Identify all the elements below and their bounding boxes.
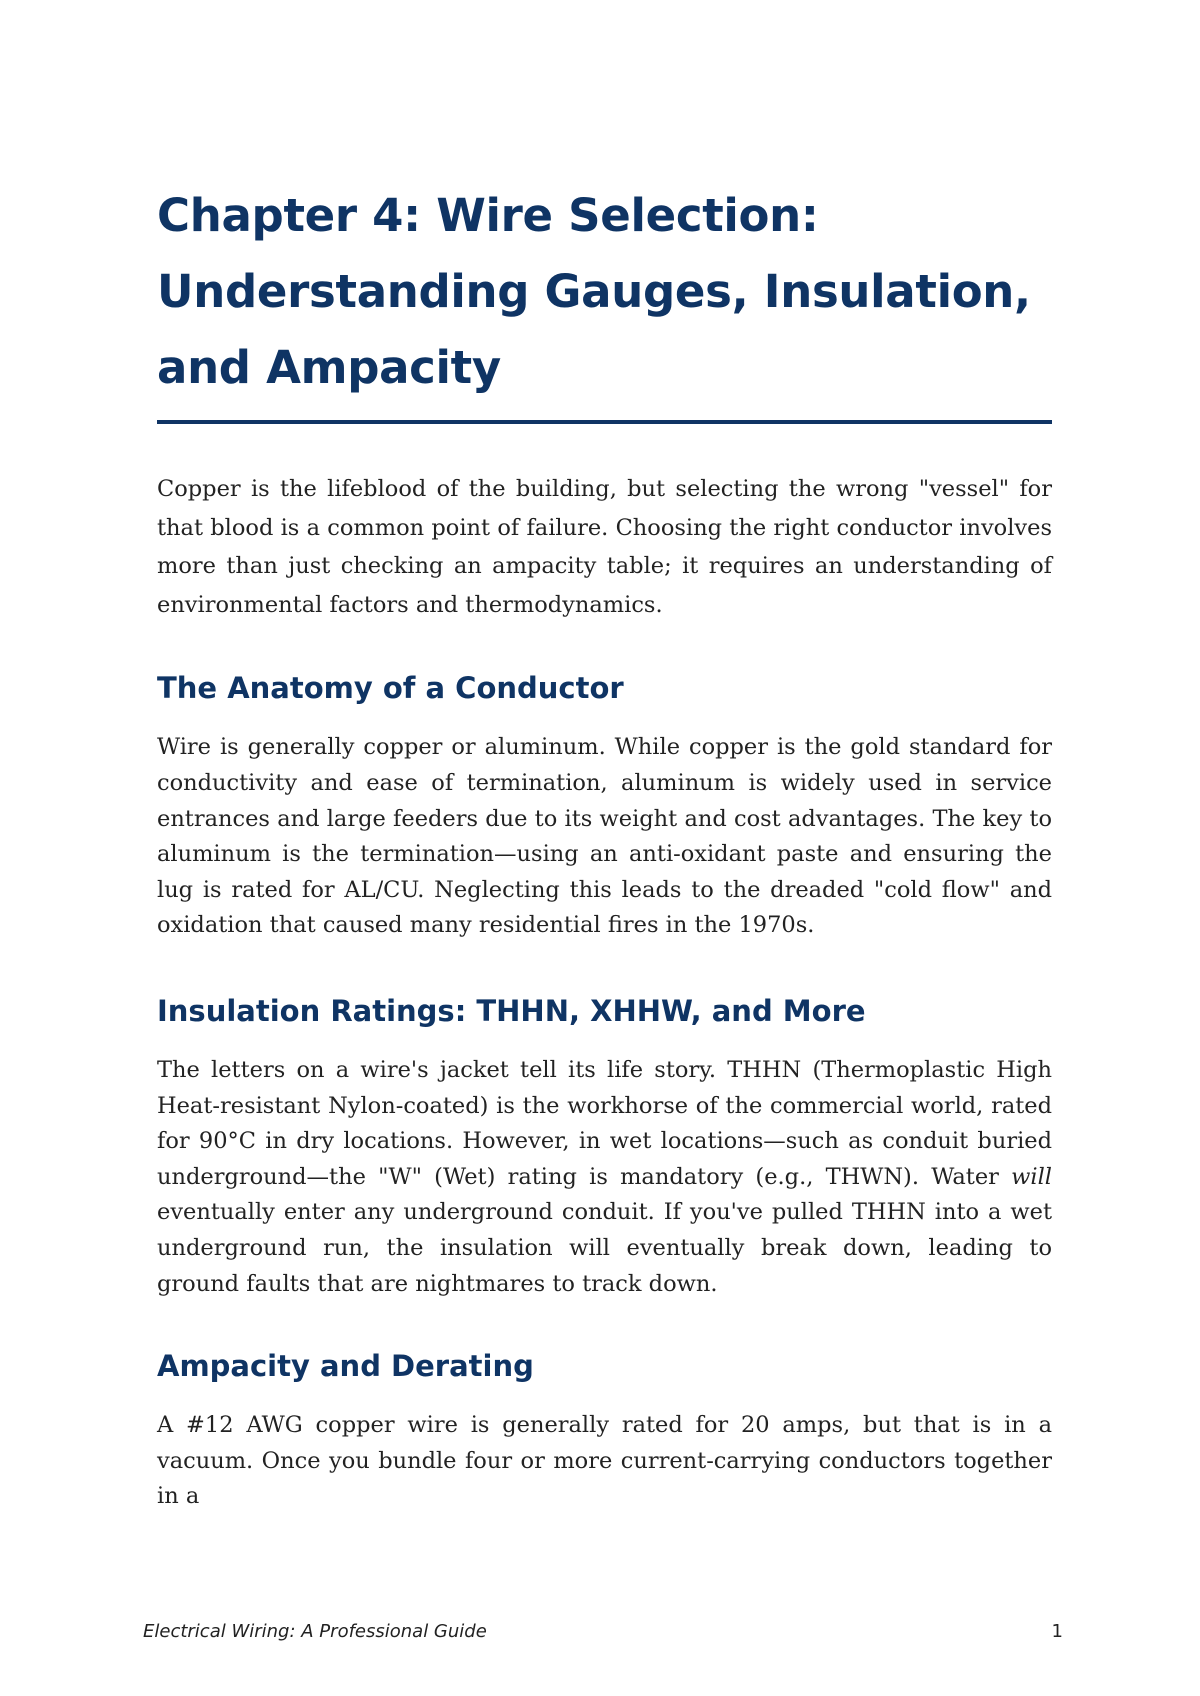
footer-page-number: 1 <box>1051 1621 1063 1642</box>
title-divider <box>157 420 1052 424</box>
insulation-text-part-1: The letters on a wire's jacket tell its life story. THHN (Thermoplastic High Heat-resistant Nylon-coated) is the workhorse of the commercial world, rated for 90°C in dry locations. However, in wet locations—such as conduit buried underground—the "W" (Wet) rating is mandatory (e.g., THWN). Water <box>157 1056 1052 1190</box>
section-body-anatomy: Wire is generally copper or aluminum. While copper is the gold standard for conductivity and ease of termination, aluminum is widely used in service entrances and large feeders due to its weight and cost advantages. The key to aluminum is the termination—using an anti-oxidant paste and ensuring the lug is rated for AL/CU. Neglecting this leads to the dreaded "cold flow" and oxidation that caused many residential fires in the 1970s. <box>157 734 1052 939</box>
section-heading-ampacity: Ampacity and Derating <box>157 1349 534 1384</box>
chapter-title-line-3: and Ampacity <box>157 341 501 394</box>
intro-paragraph: Copper is the lifeblood of the building, but selecting the wrong "vessel" for that blood is a common point of failure. Choosing the right conductor involves more than just checking an ampacity table; it requires an understanding of environmental factors and thermodynamics. <box>157 476 1052 618</box>
section-body-ampacity: A #12 AWG copper wire is generally rated for 20 amps, but that is in a vacuum. Once you bundle four or more current-carrying conductors together in a <box>157 1412 1052 1510</box>
section-heading-insulation: Insulation Ratings: THHN, XHHW, and More <box>157 993 866 1028</box>
section-heading-anatomy: The Anatomy of a Conductor <box>157 671 624 706</box>
footer-book-title: Electrical Wiring: A Professional Guide <box>143 1621 487 1642</box>
page-footer <box>143 1621 1063 1651</box>
page-content <box>157 178 1052 1515</box>
section-body-insulation <box>157 1053 1052 1302</box>
chapter-title-line-1: Chapter 4: Wire Selection: <box>157 189 819 242</box>
insulation-emphasis: will <box>1011 1163 1052 1190</box>
insulation-text-part-2: eventually enter any underground conduit. If you've pulled THHN into a wet underground run, the insulation will eventually break down, leading to ground faults that are nightmares to track down. <box>157 1199 1052 1297</box>
chapter-title <box>157 178 1052 406</box>
chapter-title-line-2: Understanding Gauges, Insulation, <box>157 265 1031 318</box>
